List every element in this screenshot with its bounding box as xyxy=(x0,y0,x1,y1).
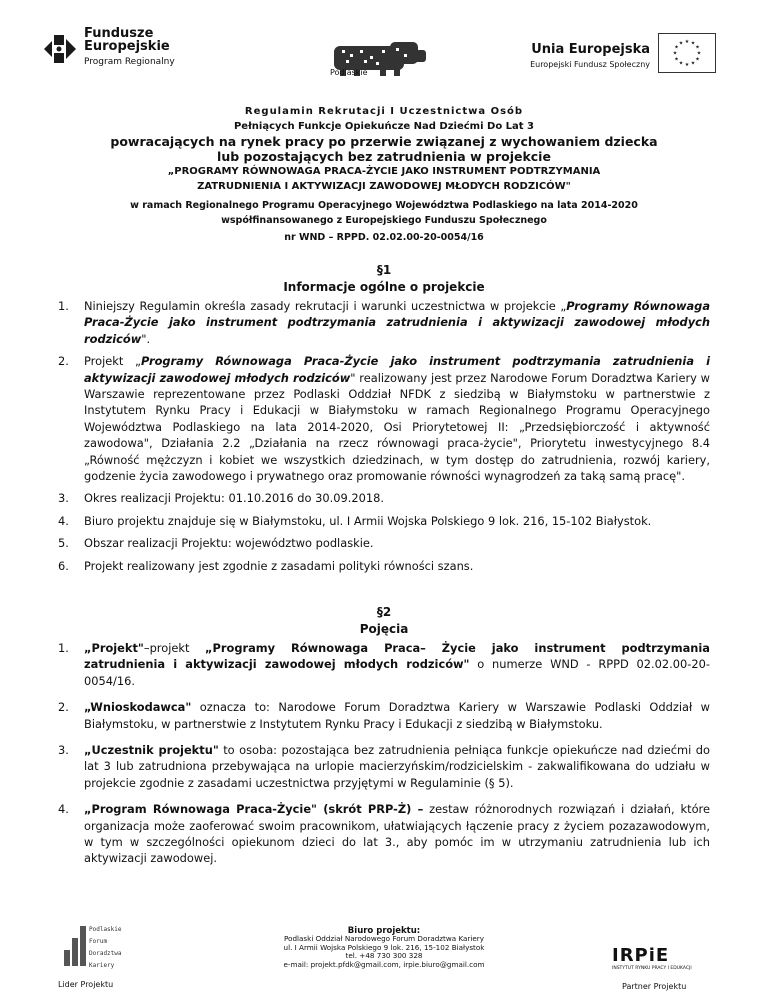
podlaskie-label: Podlaskie xyxy=(330,68,368,77)
eu-flag-icon xyxy=(658,33,716,73)
lider-logo-line4: Kariery xyxy=(89,962,115,969)
svg-text:★: ★ xyxy=(672,50,678,57)
title-line9: nr WND – RPPD. 02.02.00-20-0054/16 xyxy=(284,232,484,243)
item-emphasis: „Programy Równowaga Praca– Życie jako instrument podtrzymania zatrudnienia i aktywizacji zawodowej młodych rodziców" xyxy=(84,641,710,672)
section1-title: Informacje ogólne o projekcie xyxy=(283,280,485,294)
item-number: 2. xyxy=(58,700,69,715)
fe-line1: Fundusze xyxy=(84,26,154,41)
partner-label: Partner Projektu xyxy=(622,982,687,991)
term: „Uczestnik projektu" xyxy=(84,743,219,758)
svg-text:★: ★ xyxy=(690,40,696,47)
item-text: Biuro projektu znajduje się w Białymstoku, ul. I Armii Wojska Polskiego 9 lok. 216, 15-102 Białystok. xyxy=(84,513,652,528)
item-text: Niniejszy Regulamin określa zasady rekrutacji i warunki uczestnictwa w projekcie „ xyxy=(84,299,567,313)
list-item xyxy=(58,535,710,551)
irpie-logo xyxy=(612,946,702,974)
item-text: to osoba: pozostająca bez zatrudnienia pełniąca funkcje opiekuńcze nad dziećmi do lat 3 lub zatrudniona przebywająca na urlopie macierzyńskim/rodzicielskim - zakwalifikowana do udziału w projekcie zgodnie z zasadami uczestnictwa przyjętymi w Regulaminie (§ 5). xyxy=(84,743,710,790)
irpie-main: IRPiE xyxy=(612,945,670,966)
eu-line2: Europejski Fundusz Społeczny xyxy=(530,60,650,69)
project-office-info xyxy=(240,927,528,969)
item-emphasis: Programy Równowaga Praca-Życie jako instrument podtrzymania zatrudnienia i aktywizacji zawodowej młodych rodziców xyxy=(84,354,710,385)
eu-line1: Unia Europejska xyxy=(531,42,650,57)
biuro-line4: e-mail: projekt.pfdk@gmail.com, irpie.biuro@gmail.com xyxy=(283,959,485,969)
fundusze-europejskie-icon xyxy=(42,31,78,67)
item-number: 2. xyxy=(58,354,69,369)
title-line5: „PROGRAMY RÓWNOWAGA PRACA-ŻYCIE JAKO INSTRUMENT PODTRZYMANIA xyxy=(167,166,601,177)
lider-logo-line3: Doradztwa xyxy=(89,950,122,957)
fundusze-europejskie-logo xyxy=(42,27,212,77)
item-number: 6. xyxy=(58,558,69,573)
section1-heading xyxy=(0,262,768,296)
list-item xyxy=(58,298,710,347)
title-line2: Pełniących Funkcje Opiekuńcze Nad Dziećmi Do Lat 3 xyxy=(233,121,535,132)
title-line1: Regulamin Rekrutacji I Uczestnictwa Osób xyxy=(244,106,524,117)
svg-text:★: ★ xyxy=(684,62,690,68)
item-text: Obszar realizacji Projektu: województwo podlaskie. xyxy=(84,536,374,551)
svg-text:★: ★ xyxy=(696,50,702,57)
item-number: 3. xyxy=(58,743,69,758)
fe-line3: Program Regionalny xyxy=(84,57,175,67)
biuro-title: Biuro projektu: xyxy=(347,926,421,936)
title-line8: współfinansowanego z Europejskiego Funduszu Społecznego xyxy=(221,215,547,226)
section2-heading xyxy=(0,604,768,638)
term: „Wnioskodawca" xyxy=(84,700,192,715)
section1-list xyxy=(58,298,710,574)
title-line3: powracających na rynek pracy po przerwie związanej z wychowaniem dziecka xyxy=(110,134,658,149)
lider-logo-line2: Forum xyxy=(89,938,108,945)
section1-mark: §1 xyxy=(376,263,392,277)
eu-text xyxy=(510,42,650,69)
term: „Projekt" xyxy=(84,641,144,655)
list-item xyxy=(58,801,710,867)
section2-list xyxy=(58,640,710,867)
item-number: 1. xyxy=(58,641,69,655)
svg-text:★: ★ xyxy=(695,44,700,51)
fe-line2: Europejskie xyxy=(84,39,170,54)
title-line7: w ramach Regionalnego Programu Operacyjnego Województwa Podlaskiego na lata 2014-2020 xyxy=(130,200,638,211)
biuro-line3: tel. +48 730 300 328 xyxy=(345,951,423,961)
svg-text:★: ★ xyxy=(678,60,684,67)
lider-label: Lider Projektu xyxy=(58,980,114,989)
item-number: 4. xyxy=(58,513,69,528)
item-number: 3. xyxy=(58,491,69,506)
title-line6: ZATRUDNIENIA I AKTYWIZACJI ZAWODOWEJ MŁODYCH RODZICÓW" xyxy=(197,181,571,192)
item-text: Projekt realizowany jest zgodnie z zasadami polityki równości szans. xyxy=(84,558,474,573)
item-text: Projekt „ xyxy=(84,354,141,369)
item-text: zestaw różnorodnych rozwiązań i działań, które organizacja może zaoferować swoim pracownikom, ułatwiających łączenie pracy z życiem pozazawodowym, w tym w szczególności opiekunom dzieci do lat 3., aby pomóc im w utrzymaniu zatrudnienia lub ich aktywizacji zawodowej. xyxy=(84,802,710,866)
item-text: o numerze WND - RPPD 02.02.00-20-0054/16. xyxy=(84,657,710,688)
item-text: –projekt xyxy=(143,641,206,655)
podlaskie-forum-logo xyxy=(62,922,132,972)
list-item xyxy=(58,742,710,791)
item-number: 5. xyxy=(58,536,69,551)
item-text: " realizowany jest przez Narodowe Forum Doradztwa Kariery w Warszawie reprezentowane przez Podlaski Oddział NFDK z siedzibą w Białymstoku w partnerstwie z Instytutem Rynku Pracy i Edukacji w Białymstoku w ramach Regionalnego Programu Operacyjnego Województwa Podlaskiego na lata 2014-2020, Osi Priorytetowej II: „Przedsiębiorczość i aktywność zawodowa", Działania 2.2 „Działania na rzecz równowagi praca-życie", Priorytetu inwestycyjnego 8.4 „Równość mężczyzn i kobiet we wszystkich dziedzinach, w tym dostęp do zatrudnienia, rozwój kariery, godzenie życia zawodowego i prywatnego oraz promowanie równości wynagrodzeń za taką samą pracę". xyxy=(84,370,710,484)
title-line4: lub pozostających bez zatrudnienia w projekcie xyxy=(217,149,551,164)
item-number: 1. xyxy=(58,299,69,313)
list-item xyxy=(58,640,710,689)
item-text: Okres realizacji Projektu: 01.10.2016 do 30.09.2018. xyxy=(84,491,384,506)
svg-text:★: ★ xyxy=(674,44,679,51)
header xyxy=(0,0,768,96)
list-item xyxy=(58,513,710,529)
footer xyxy=(0,900,768,994)
list-item xyxy=(58,558,710,574)
list-item xyxy=(58,699,710,732)
section2-mark: §2 xyxy=(376,605,392,619)
item-number: 4. xyxy=(58,802,69,817)
item-emphasis: Programy Równowaga Praca-Życie jako instrument podtrzymania zatrudnienia i aktywizacji zawodowej młodych rodziców xyxy=(84,299,711,346)
svg-text:★: ★ xyxy=(678,40,684,47)
irpie-sub: INSTYTUT RYNKU PRACY I EDUKACJI xyxy=(612,966,692,971)
document-title xyxy=(0,104,768,245)
term: „Program Równowaga Praca-Życie" (skrót PRP-Ż) – xyxy=(84,802,424,817)
list-item xyxy=(58,490,710,506)
svg-text:★: ★ xyxy=(674,56,679,63)
item-text: oznacza to: Narodowe Forum Doradztwa Kariery w Warszawie Podlaski Oddział w Białymstoku, w partnerstwie z Instytutem Rynku Pracy i Edukacji z siedzibą w Białymstoku. xyxy=(84,700,710,731)
list-item xyxy=(58,353,710,484)
svg-text:★: ★ xyxy=(690,60,696,67)
biuro-line2: ul. I Armii Wojska Polskiego 9 lok. 216, 15-102 Białystok xyxy=(283,942,485,952)
svg-text:★: ★ xyxy=(695,56,700,63)
svg-text:★: ★ xyxy=(684,39,690,45)
lider-logo-line1: Podlaskie xyxy=(89,926,122,933)
biuro-line1: Podlaski Oddział Narodowego Forum Doradztwa Kariery xyxy=(283,934,485,944)
section2-title: Pojęcia xyxy=(359,622,409,636)
item-text: ". xyxy=(141,331,151,346)
